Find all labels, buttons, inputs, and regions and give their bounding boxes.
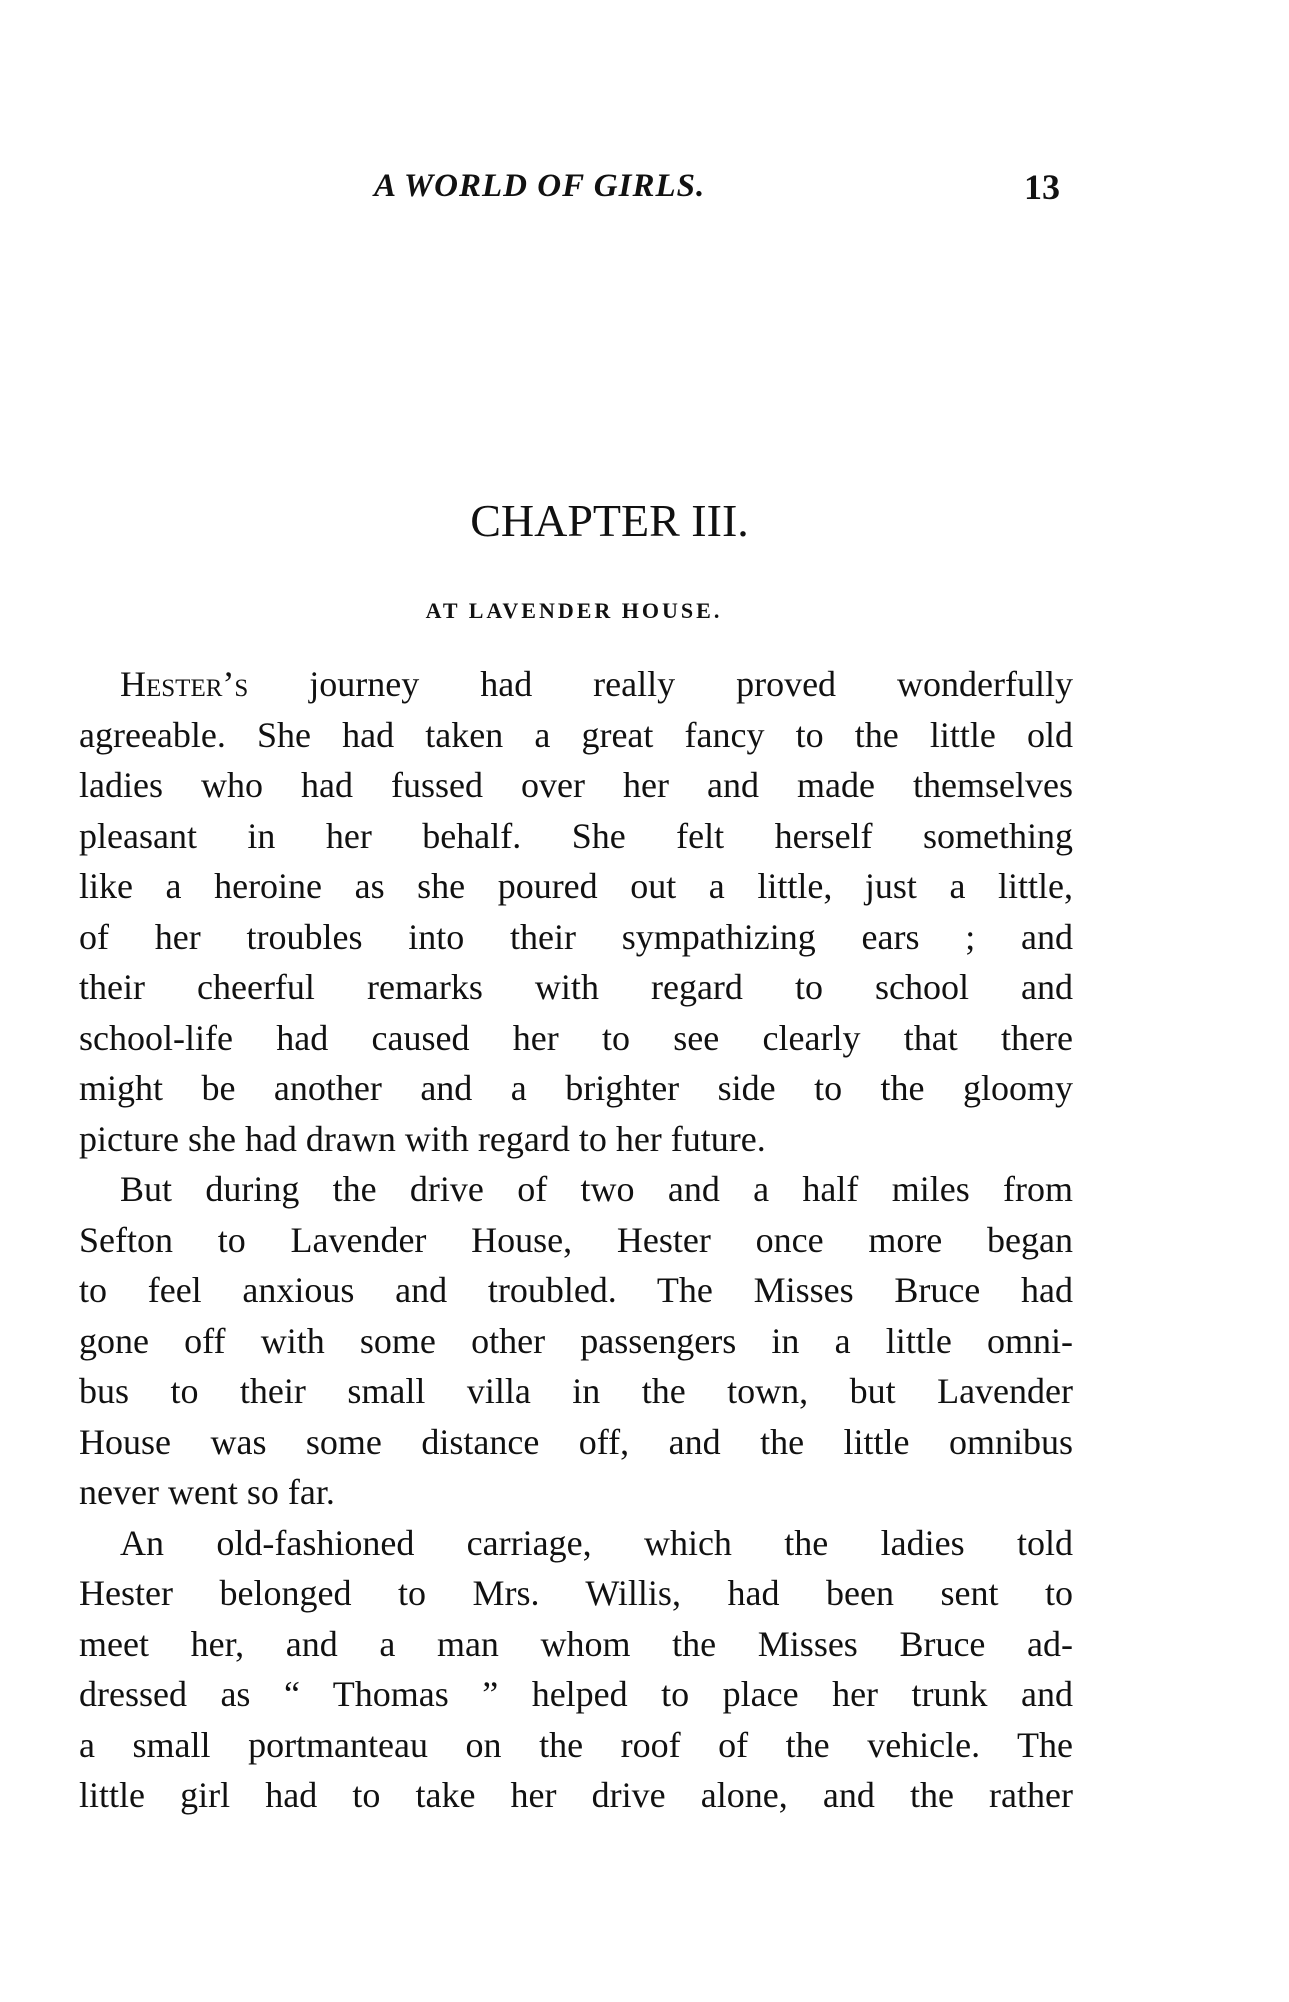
small-caps-lead: Hester’s [120, 664, 249, 704]
text-line: gone off with some other passengers in a little omni- [79, 1320, 1073, 1361]
body-text [79, 659, 1073, 1821]
text-line: little girl had to take her drive alone, and the rather [79, 1775, 1073, 1815]
chapter-title [0, 494, 1289, 547]
text-line [79, 659, 1073, 710]
text-line: Sefton to Lavender House, Hester once more began [79, 1219, 1073, 1260]
text-line: dressed as “ Thomas ” helped to place her trunk and [79, 1674, 1073, 1714]
text-line: Hester belonged to Mrs. Willis, had been sent to [79, 1573, 1073, 1613]
text-line: a small portmanteau on the roof of the vehicle. The [79, 1724, 1073, 1765]
text-line: picture she had drawn with regard to her future. [79, 1118, 766, 1159]
line-rest: journey had really proved wonderfully [248, 664, 1073, 704]
chapter-subtitle: AT LAVENDER HOUSE. [425, 598, 723, 623]
text-line: bus to their small villa in the town, but Lavender [79, 1371, 1073, 1411]
text-line: But during the drive of two and a half miles from [120, 1169, 1073, 1209]
running-title: A WORLD OF GIRLS. [374, 168, 706, 204]
text-line: pleasant in her behalf. She felt herself something [79, 815, 1073, 856]
text-line: House was some distance off, and the little omnibus [79, 1421, 1073, 1462]
page-number: 13 [1024, 167, 1060, 207]
text-line: ladies who had fussed over her and made themselves [79, 765, 1073, 805]
chapter-title-text: CHAPTER III. [470, 495, 749, 546]
text-line: An old-fashioned carriage, which the ladies told [120, 1522, 1073, 1563]
text-line: never went so far. [79, 1472, 335, 1512]
text-line: meet her, and a man whom the Misses Bruce ad- [79, 1623, 1073, 1664]
text-line: school-life had caused her to see clearly that there [79, 1017, 1073, 1058]
text-line: of her troubles into their sympathizing ears ; and [79, 916, 1073, 957]
text-line: agreeable. She had taken a great fancy to the little old [79, 714, 1073, 755]
text-line: their cheerful remarks with regard to school and [79, 967, 1073, 1007]
text-line: to feel anxious and troubled. The Misses Bruce had [79, 1270, 1073, 1310]
text-line: like a heroine as she poured out a little, just a little, [79, 866, 1073, 906]
text-line: might be another and a brighter side to the gloomy [79, 1068, 1073, 1108]
